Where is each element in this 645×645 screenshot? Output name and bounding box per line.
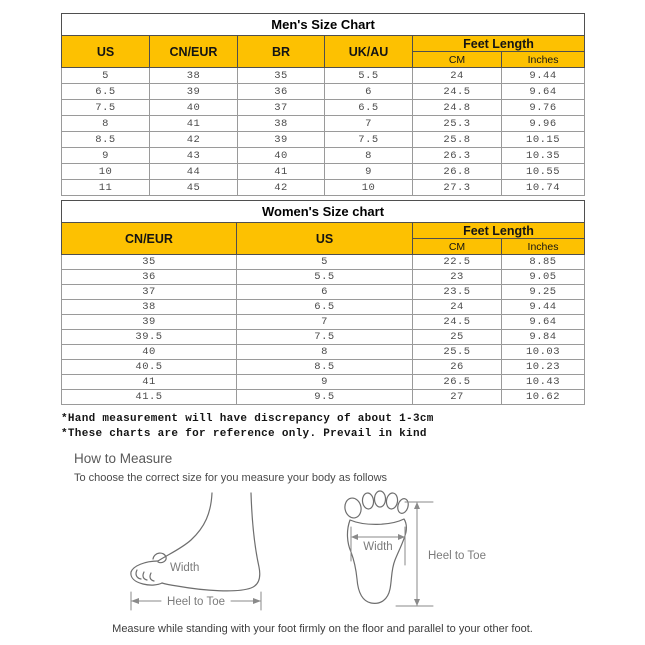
table-row — [62, 148, 585, 164]
col-header-uk-au: UK/AU — [325, 36, 413, 68]
table-cell: 7 — [237, 315, 413, 330]
table-cell: 7.5 — [62, 100, 150, 116]
table-cell: 9.84 — [502, 330, 585, 345]
table-row — [62, 345, 585, 360]
table-cell: 42 — [238, 180, 325, 196]
table-cell: 25.8 — [413, 132, 502, 148]
foot-side-view-diagram — [125, 489, 275, 617]
table-cell: 24.5 — [413, 315, 502, 330]
table-cell: 39.5 — [62, 330, 237, 345]
table-cell: 26.3 — [413, 148, 502, 164]
table-cell: 9.64 — [502, 315, 585, 330]
table-cell: 23.5 — [413, 285, 502, 300]
table-row — [62, 132, 585, 148]
table-cell: 41 — [150, 116, 238, 132]
mens-size-table — [61, 13, 585, 196]
table-cell: 9.44 — [502, 68, 585, 84]
footnotes — [61, 412, 645, 442]
foot-side-front-outline — [158, 493, 212, 561]
table-cell: 27 — [413, 390, 502, 405]
table-cell: 10.43 — [502, 375, 585, 390]
arrow-right-icon — [253, 598, 261, 604]
table-cell: 40.5 — [62, 360, 237, 375]
table-cell: 9 — [237, 375, 413, 390]
second-toe — [362, 492, 375, 509]
table-cell: 40 — [238, 148, 325, 164]
table-cell: 25 — [413, 330, 502, 345]
table-cell: 41 — [62, 375, 237, 390]
sole-width-label: Width — [363, 541, 393, 553]
table-cell: 24.8 — [413, 100, 502, 116]
table-cell: 8 — [62, 116, 150, 132]
col-header-us: US — [237, 223, 413, 255]
table-cell: 23 — [413, 270, 502, 285]
table-row — [62, 300, 585, 315]
table-cell: 8.5 — [237, 360, 413, 375]
table-row — [62, 68, 585, 84]
foot-sole-view-diagram — [338, 489, 498, 617]
col-header-cm: CM — [413, 239, 502, 255]
fifth-toe — [396, 497, 410, 514]
fourth-toe — [385, 492, 398, 509]
table-cell: 44 — [150, 164, 238, 180]
table-cell: 8 — [237, 345, 413, 360]
table-cell: 9.96 — [502, 116, 585, 132]
table-cell: 7.5 — [237, 330, 413, 345]
table-row — [62, 315, 585, 330]
table-cell: 42 — [150, 132, 238, 148]
table-row — [62, 255, 585, 270]
table-cell: 6.5 — [237, 300, 413, 315]
col-header-cm: CM — [413, 52, 502, 68]
footnote-reference-only: *These charts are for reference only. Prevail in kind — [61, 428, 427, 440]
table-row — [62, 84, 585, 100]
table-cell: 24.5 — [413, 84, 502, 100]
table-row — [62, 375, 585, 390]
table-cell: 10.15 — [502, 132, 585, 148]
table-cell: 9.05 — [502, 270, 585, 285]
third-toe — [375, 491, 386, 507]
big-toe — [343, 497, 363, 520]
foot-side-toe-line-2 — [143, 572, 147, 580]
table-row — [62, 180, 585, 196]
table-cell: 9.64 — [502, 84, 585, 100]
table-cell: 24 — [413, 68, 502, 84]
womens-table-title: Women's Size chart — [62, 201, 585, 223]
table-cell: 10 — [62, 164, 150, 180]
table-cell: 38 — [238, 116, 325, 132]
table-cell: 7 — [325, 116, 413, 132]
table-cell: 43 — [150, 148, 238, 164]
table-cell: 6.5 — [325, 100, 413, 116]
womens-table-header-row — [62, 223, 585, 239]
table-cell: 25.3 — [413, 116, 502, 132]
table-cell: 22.5 — [413, 255, 502, 270]
table-cell: 9 — [325, 164, 413, 180]
col-header-br: BR — [238, 36, 325, 68]
how-to-measure-subtitle: To choose the correct size for you measure your body as follows — [74, 472, 388, 484]
table-cell: 5 — [237, 255, 413, 270]
table-cell: 26 — [413, 360, 502, 375]
table-row — [62, 360, 585, 375]
col-header-inches: Inches — [502, 239, 585, 255]
table-cell: 25.5 — [413, 345, 502, 360]
table-cell: 6 — [325, 84, 413, 100]
arrow-down-icon — [414, 599, 420, 606]
table-cell: 10.74 — [502, 180, 585, 196]
womens-table-body — [62, 255, 585, 405]
measurement-diagram — [0, 489, 645, 619]
how-to-measure-section — [74, 451, 645, 484]
table-cell: 9.76 — [502, 100, 585, 116]
foot-side-toe-line-3 — [150, 573, 154, 581]
table-cell: 36 — [62, 270, 237, 285]
footprint-outline — [347, 519, 406, 603]
col-header-inches: Inches — [502, 52, 585, 68]
table-cell: 10.55 — [502, 164, 585, 180]
table-cell: 6 — [237, 285, 413, 300]
table-cell: 10 — [325, 180, 413, 196]
table-cell: 10.62 — [502, 390, 585, 405]
table-cell: 8.5 — [62, 132, 150, 148]
table-cell: 40 — [150, 100, 238, 116]
table-row — [62, 116, 585, 132]
table-cell: 39 — [150, 84, 238, 100]
foot-side-toe-line-1 — [136, 570, 141, 579]
table-cell: 45 — [150, 180, 238, 196]
table-cell: 6.5 — [62, 84, 150, 100]
table-cell: 8 — [325, 148, 413, 164]
col-header-feet-length: Feet Length — [413, 36, 585, 52]
table-cell: 26.8 — [413, 164, 502, 180]
womens-table-title-row — [62, 201, 585, 223]
table-cell: 7.5 — [325, 132, 413, 148]
table-cell: 9.25 — [502, 285, 585, 300]
table-cell: 35 — [62, 255, 237, 270]
table-cell: 10.23 — [502, 360, 585, 375]
table-cell: 26.5 — [413, 375, 502, 390]
table-cell: 10.35 — [502, 148, 585, 164]
arrow-left-icon — [131, 598, 139, 604]
table-cell: 27.3 — [413, 180, 502, 196]
table-row — [62, 164, 585, 180]
measure-caption: Measure while standing with your foot firmly on the floor and parallel to your other foot. — [112, 623, 533, 635]
table-cell: 5 — [62, 68, 150, 84]
table-cell: 24 — [413, 300, 502, 315]
womens-size-table — [61, 200, 585, 405]
table-cell: 38 — [150, 68, 238, 84]
footnote-hand-measurement: *Hand measurement will have discrepancy of about 1-3cm — [61, 413, 434, 425]
mens-table-header-row — [62, 36, 585, 52]
side-heel-to-toe-label: Heel to Toe — [167, 596, 225, 608]
how-to-measure-title: How to Measure — [74, 451, 173, 466]
table-cell: 40 — [62, 345, 237, 360]
side-width-label: Width — [170, 562, 200, 574]
foot-side-back-outline — [162, 493, 260, 591]
arrow-up-icon — [414, 502, 420, 509]
col-header-cn-eur: CN/EUR — [62, 223, 237, 255]
table-cell: 5.5 — [325, 68, 413, 84]
table-cell: 35 — [238, 68, 325, 84]
table-cell: 37 — [238, 100, 325, 116]
table-row — [62, 285, 585, 300]
table-cell: 39 — [238, 132, 325, 148]
sole-heel-to-toe-label: Heel to Toe — [428, 550, 486, 562]
table-cell: 37 — [62, 285, 237, 300]
table-cell: 5.5 — [237, 270, 413, 285]
table-row — [62, 100, 585, 116]
table-row — [62, 390, 585, 405]
table-cell: 9.5 — [237, 390, 413, 405]
table-cell: 8.85 — [502, 255, 585, 270]
table-row — [62, 270, 585, 285]
col-header-feet-length: Feet Length — [413, 223, 585, 239]
mens-table-title-row — [62, 14, 585, 36]
col-header-us: US — [62, 36, 150, 68]
table-cell: 41 — [238, 164, 325, 180]
table-row — [62, 330, 585, 345]
mens-table-title: Men's Size Chart — [62, 14, 585, 36]
table-cell: 11 — [62, 180, 150, 196]
table-cell: 41.5 — [62, 390, 237, 405]
table-cell: 38 — [62, 300, 237, 315]
table-cell: 9 — [62, 148, 150, 164]
table-cell: 9.44 — [502, 300, 585, 315]
col-header-cn-eur: CN/EUR — [150, 36, 238, 68]
mens-table-body — [62, 68, 585, 196]
table-cell: 10.03 — [502, 345, 585, 360]
table-cell: 36 — [238, 84, 325, 100]
table-cell: 39 — [62, 315, 237, 330]
